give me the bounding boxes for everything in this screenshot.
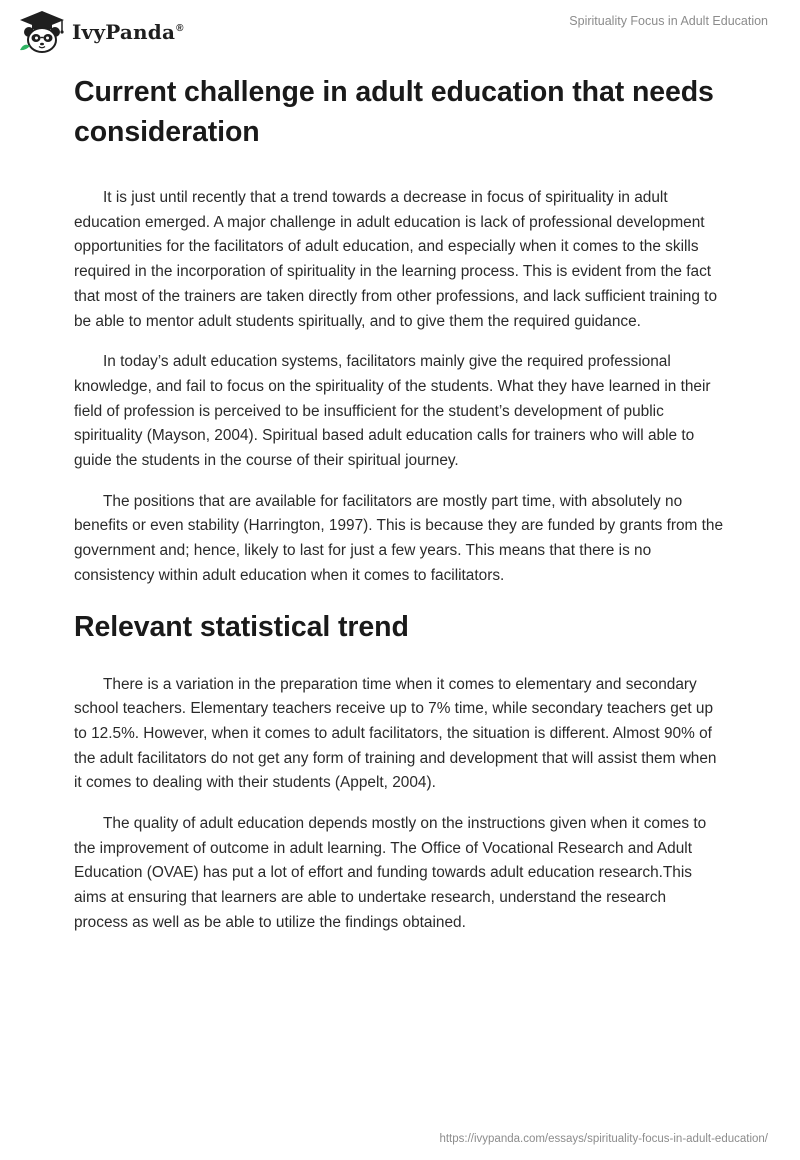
paragraph: In today’s adult education systems, facilitators mainly give the required professional knowledge, and fail to focus on the spirituality of the students. What they have learned in their field of profession is perceived to be insufficient for the student’s development of public spirituality (Mayson, 2004). Spiritual based adult education calls for trainers who will able to guide the students in the course of their spiritual journey. bbox=[74, 353, 711, 470]
paragraph: There is a variation in the preparation time when it comes to elementary and secondary school teachers. Elementary teachers receive up to 7% time, while secondary teachers get up to 12.5%. However, when it comes to adult facilitators, the situation is different. Almost 90% of the adult facilitators do not get any form of training and development that will assist them when it comes to dealing with their students (Appelt, 2004). bbox=[74, 675, 717, 792]
page-header bbox=[0, 0, 800, 60]
section-heading-statistics: Relevant statistical trend bbox=[74, 610, 409, 643]
panda-graduate-icon bbox=[16, 10, 68, 54]
section-heading-challenge: Current challenge in adult education that needs consideration bbox=[74, 76, 714, 148]
essay-body bbox=[74, 70, 724, 936]
paragraph: The quality of adult education depends mostly on the instructions given when it comes to the improvement of outcome in adult learning. The Office of Vocational Research and Adult Education (OVAE) has put a lot of effort and funding towards adult education research.This aims at ensuring that learners are able to undertake research, understand the research process as well as be able to utilize the findings obtained. bbox=[74, 815, 707, 931]
ivypanda-logo[interactable] bbox=[16, 10, 184, 54]
document-title: Spirituality Focus in Adult Education bbox=[569, 14, 768, 28]
paragraph: It is just until recently that a trend towards a decrease in focus of spirituality in adult education emerged. A major challenge in adult education is lack of professional development opportunities for the facilitators of adult education, and especially when it comes to the skills required in the incorporation of spirituality in the learning process. This is evident from the fact that most of the trainers are taken directly from other professions, and lack sufficient training to be able to mentor adult students spiritually, and to give them the required guidance. bbox=[74, 189, 718, 330]
logo-wordmark: IvyPanda® bbox=[72, 20, 184, 44]
registered-mark: ® bbox=[176, 23, 184, 35]
source-url[interactable]: https://ivypanda.com/essays/spirituality-focus-in-adult-education/ bbox=[439, 1133, 768, 1145]
paragraph: The positions that are available for facilitators are mostly part time, with absolutely no benefits or even stability (Harrington, 1997). This is because they are funded by grants from the government and; hence, likely to last for just a few years. This means that there is no consistency within adult education when it comes to facilitators. bbox=[74, 492, 724, 584]
